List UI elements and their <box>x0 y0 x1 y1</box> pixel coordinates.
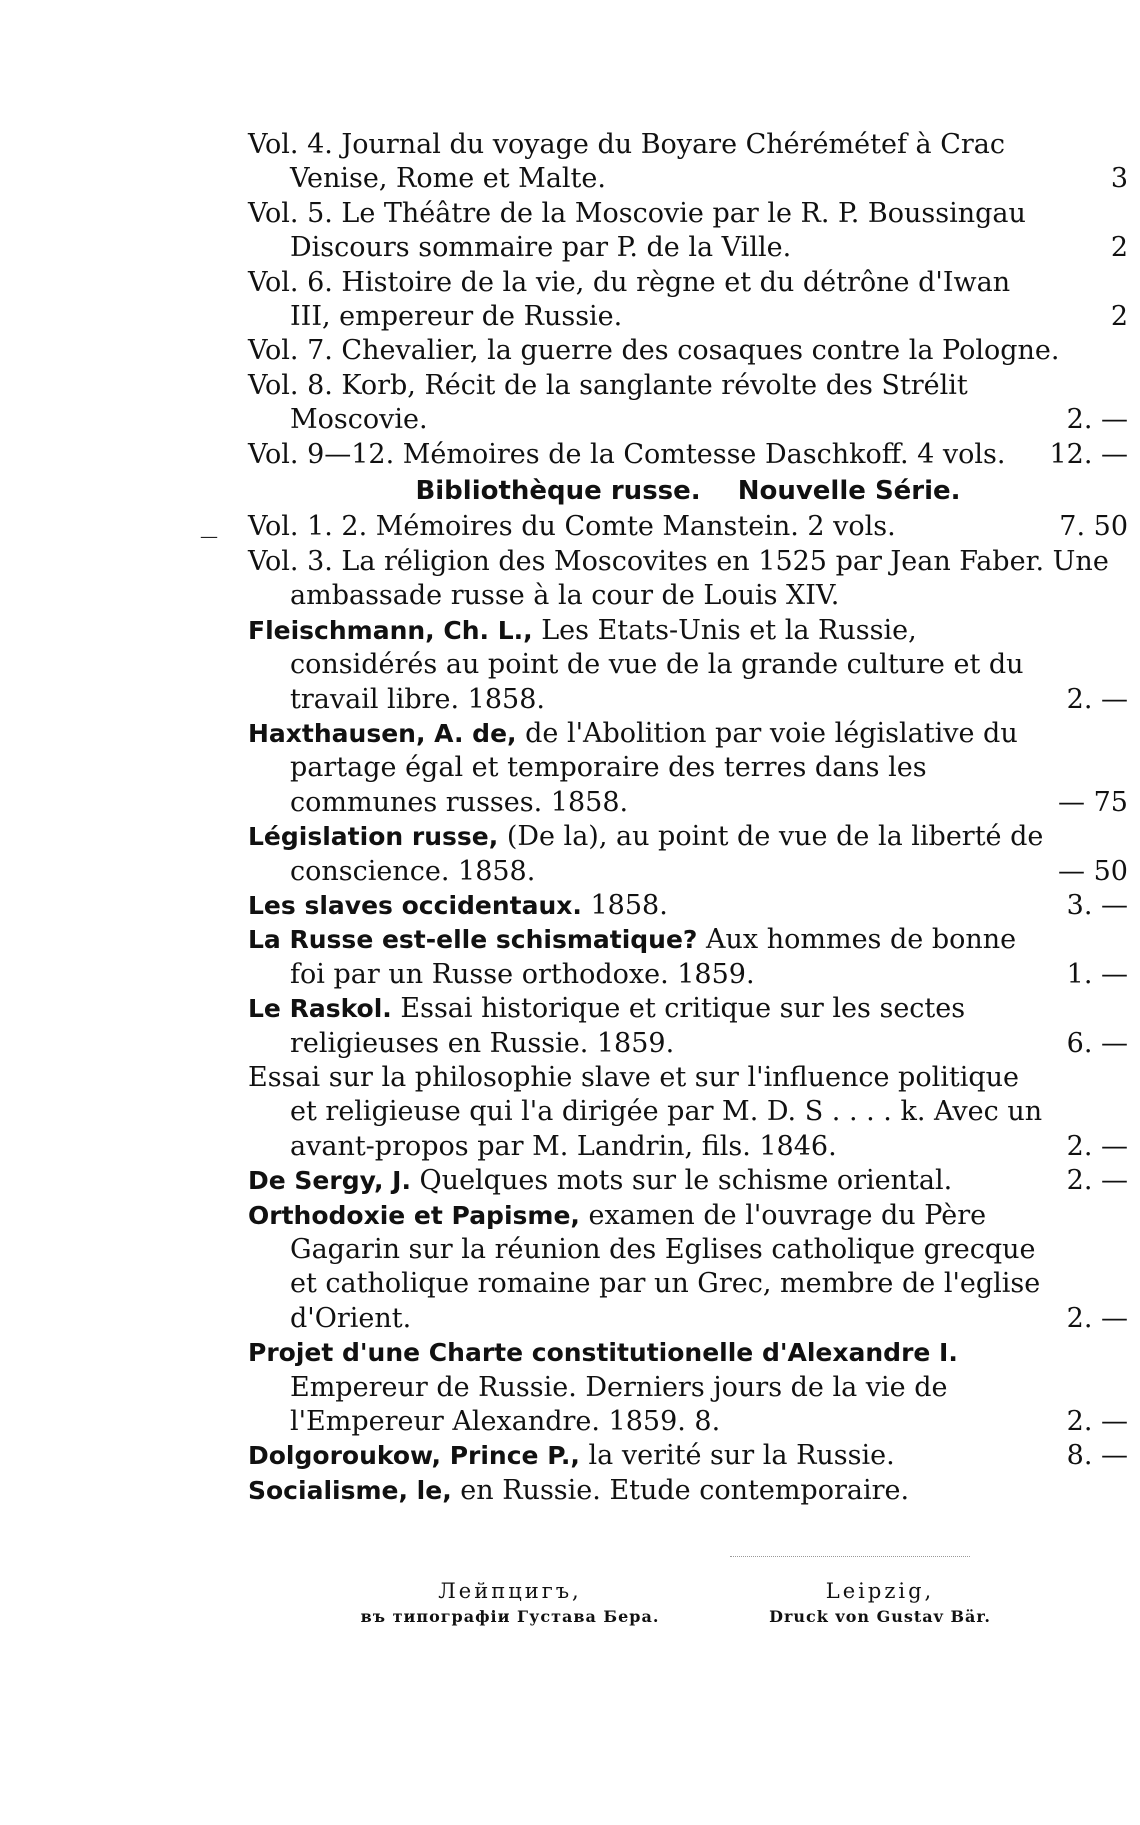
entry-text: Empereur de Russie. Derniers jours de la vie de l'Empereur Alexandre. 1859. 8. <box>290 1371 948 1438</box>
imprint-divider <box>730 1556 970 1557</box>
catalogue-entry <box>248 889 1128 923</box>
printer-imprint <box>0 1578 1140 1638</box>
entry-text: (De la), au point de vue de la liberté de conscience. 1858. <box>290 821 1044 887</box>
entry-price: 2. — <box>1066 1130 1128 1162</box>
catalogue-entry <box>248 1439 1128 1473</box>
entry-text: Les Etats-Unis et la Russie, considérés au point de vue de la grande culture et du travail libre. 1858. <box>290 614 1024 715</box>
entry-price: 2. — <box>1066 1302 1128 1334</box>
catalogue-entry <box>248 1474 1128 1508</box>
entry-text: 1858. <box>590 889 668 921</box>
catalogue-entry <box>248 128 1128 197</box>
catalogue-entry <box>248 992 1128 1061</box>
entry-text: Aux hommes de bonne foi par un Russe orthodoxe. 1859. <box>290 924 1017 990</box>
entry-text: Essai sur la philosophie slave et sur l'influence politique et religieuse qui l'a dirigée par M. D. S . . . . k. Avec un avant-propos par M. Landrin, fils. 1846. <box>248 1061 1043 1162</box>
entry-author: Socialisme, le, <box>248 1475 452 1505</box>
section-heading <box>248 474 1128 508</box>
imprint-german-city: Leipzig, <box>825 1579 935 1603</box>
entry-text: de l'Abolition par voie législative du partage égal et temporaire des terres dans les communes russes. 1858. <box>290 717 1018 818</box>
entry-price: — 75 <box>1058 786 1128 818</box>
entry-text: en Russie. Etude contemporaire. <box>460 1474 910 1506</box>
entry-author: Le Raskol. <box>248 994 392 1024</box>
entry-author: Les slaves occidentaux. <box>248 890 582 920</box>
catalogue-entry <box>248 820 1128 889</box>
entry-price: 6. — <box>1066 1027 1128 1059</box>
entry-text: Vol. 1. 2. Mémoires du Comte Manstein. 2 vols. <box>248 511 896 543</box>
catalogue-entry <box>248 438 1128 472</box>
entry-text: Vol. 6. Histoire de la vie, du règne et du détrône d'Iwan III, empereur de Russie. <box>248 266 1011 333</box>
entry-author: Fleischmann, Ch. L., <box>248 615 533 645</box>
imprint-russian-printer: въ типографіи Густава Бера. <box>360 1607 660 1626</box>
entry-author: La Russe est-elle schismatique? <box>248 925 698 955</box>
entry-price: 8. — <box>1066 1440 1128 1472</box>
entry-price: — 50 <box>1058 855 1128 887</box>
catalogue-entry <box>248 614 1128 717</box>
entry-list-2 <box>248 510 1128 1508</box>
catalogue-entry <box>248 266 1128 335</box>
catalogue-entry <box>248 1061 1128 1164</box>
imprint-russian <box>330 1578 690 1630</box>
catalogue-entry <box>248 1164 1128 1198</box>
entry-price: 2. — <box>1066 683 1128 715</box>
entry-author: De Sergy, J. <box>248 1166 411 1196</box>
entry-text: examen de l'ouvrage du Père Gagarin sur la réunion des Eglises catholique grecque et catholique romaine par un Grec, membre de l'eglise d'Orient. <box>290 1199 1041 1334</box>
catalogue-entry <box>248 923 1128 992</box>
entry-price: 2. — <box>1066 404 1128 436</box>
imprint-russian-city: Лейпцигъ, <box>438 1579 582 1603</box>
entry-text: Vol. 7. Chevalier, la guerre des cosaques contre la Pologne. <box>248 335 1060 367</box>
catalogue-entry <box>248 197 1128 266</box>
entry-price: 7. 50 <box>1059 511 1128 543</box>
entry-author: Orthodoxie et Papisme, <box>248 1200 580 1230</box>
entry-text: la verité sur la Russie. <box>588 1440 895 1472</box>
entry-author: Dolgoroukow, Prince P., <box>248 1441 580 1471</box>
entry-price: 2. — <box>1066 1406 1128 1438</box>
entry-text: Vol. 8. Korb, Récit de la sanglante révolte des Strélit Moscovie. <box>248 369 968 436</box>
entry-text: Essai historique et critique sur les sectes religieuses en Russie. 1859. <box>290 993 966 1059</box>
section-heading-right: Nouvelle Série. <box>737 476 961 507</box>
catalogue-entry <box>248 1199 1128 1337</box>
entry-text: Quelques mots sur le schisme oriental. <box>419 1165 953 1197</box>
entry-author: Législation russe, <box>248 822 499 852</box>
section-heading-left: Bibliothèque russe. <box>415 476 701 507</box>
entry-author: Projet d'une Charte constitutionelle d'Alexandre I. <box>248 1338 958 1368</box>
entry-text: Vol. 9—12. Mémoires de la Comtesse Daschkoff. 4 vols. <box>248 438 1006 470</box>
margin-mark: — <box>200 526 218 547</box>
entry-list-1 <box>248 128 1128 472</box>
catalogue-entry <box>248 510 1128 544</box>
imprint-german <box>730 1578 1030 1630</box>
entry-text: Vol. 4. Journal du voyage du Boyare Chérémétef à Crac Venise, Rome et Malte. <box>248 129 1005 195</box>
entry-price: 2 <box>1110 232 1128 264</box>
catalogue-entry <box>248 369 1128 438</box>
entry-text: Vol. 3. La réligion des Moscovites en 1525 par Jean Faber. Une ambassade russe à la cour de Louis XIV. <box>248 545 1109 612</box>
catalogue-page <box>248 128 1128 1508</box>
entry-price: 3. — <box>1066 889 1128 921</box>
catalogue-entry <box>248 717 1128 820</box>
entry-price: 2. — <box>1066 1165 1128 1197</box>
entry-price: 2 <box>1110 301 1128 333</box>
catalogue-entry <box>248 1336 1128 1439</box>
imprint-german-printer: Druck von Gustav Bär. <box>769 1607 991 1626</box>
catalogue-entry <box>248 334 1128 368</box>
entry-price: 12. — <box>1049 438 1128 470</box>
catalogue-entry <box>248 545 1128 614</box>
entry-author: Haxthausen, A. de, <box>248 718 517 748</box>
entry-text: Vol. 5. Le Théâtre de la Moscovie par le R. P. Boussingau Discours sommaire par P. de la Ville. <box>248 197 1026 264</box>
entry-price: 1. — <box>1066 958 1128 990</box>
entry-price: 3 <box>1110 163 1128 195</box>
